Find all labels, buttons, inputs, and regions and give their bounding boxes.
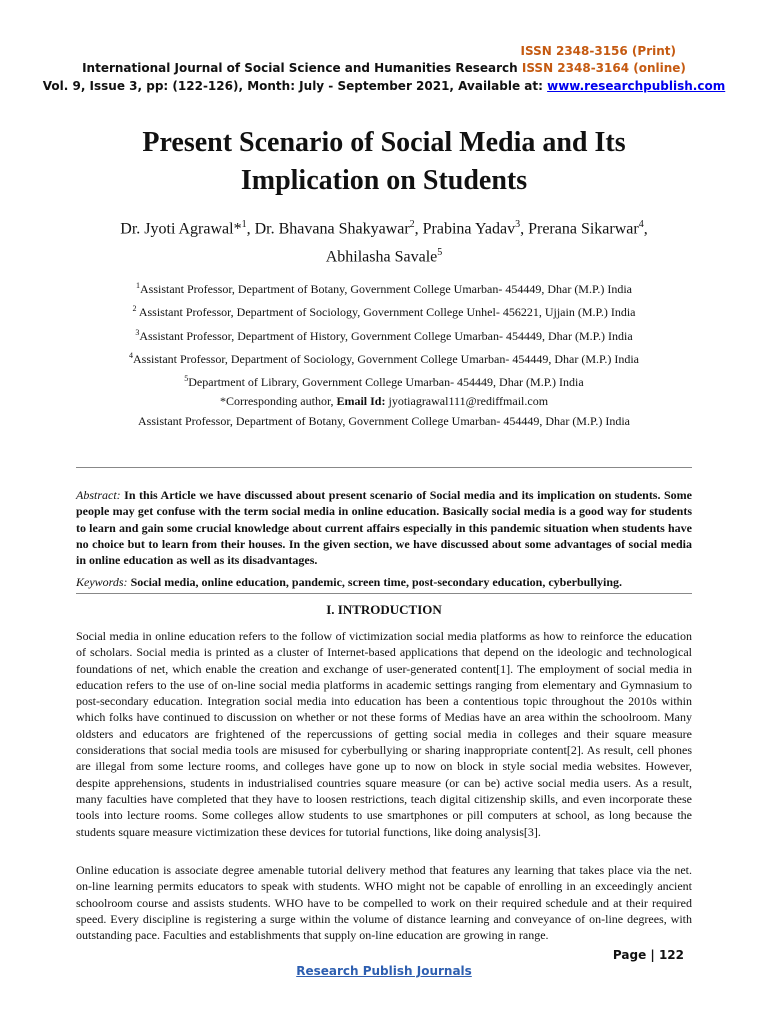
email-address: jyotiagrawal111@rediffmail.com: [385, 394, 549, 409]
body-paragraph: Online education is associate degree amenable tutorial delivery method that features any learning that takes place via the net. on-line learning permits educators to speak with students. WHO might not be capable of enrolling in an exceedingly ancient schoolroom course and assists students. WHO have to be compelled to work on their required schedule and at their required speed. Every discipline is registering a surge within the volume of distance learning and conveyance of on-line degrees, with outstanding pace. Faculties and establishments that supply on-line education are growing in range.: [76, 863, 692, 943]
author-name: Prabina Yadav: [422, 220, 516, 238]
affiliation-sup: 1: [136, 281, 140, 290]
affiliation-text: Assistant Professor, Department of Sociology, Government College Umarban- 454449, Dhar (M.P.) India: [133, 351, 639, 366]
author-sup: 1: [241, 219, 247, 230]
author-name: Dr. Bhavana Shakyawar: [254, 220, 410, 238]
affiliation-text: Department of Library, Government College Umarban- 454449, Dhar (M.P.) India: [188, 375, 584, 390]
affiliation-sup: 5: [184, 374, 189, 384]
affiliation-text: Assistant Professor, Department of Sociology, Government College Unhel- 456221, Ujjain (M.P.) India: [136, 305, 636, 320]
abstract: [76, 487, 692, 568]
volume-line: [0, 79, 768, 93]
website-link[interactable]: www.researchpublish.com: [547, 79, 726, 93]
affiliation-line: [40, 299, 728, 322]
author-name: Dr. Jyoti Agrawal*: [120, 220, 242, 238]
affiliation-sup: 2: [132, 304, 137, 314]
footer-link[interactable]: Research Publish Journals: [296, 964, 472, 978]
email-label: Email Id:: [336, 394, 386, 409]
affiliation-sup: 4: [129, 350, 133, 360]
corresponding-position: Assistant Professor, Department of Botany, Government College Umarban- 454449, Dhar (M.P.) India: [138, 413, 630, 428]
keywords-label: Keywords:: [76, 575, 128, 589]
issn-online: ISSN 2348-3164 (online): [521, 61, 686, 75]
volume-info: Vol. 9, Issue 3, pp: (122-126), Month: July - September 2021, Available at:: [42, 79, 548, 93]
journal-name: International Journal of Social Science and Humanities Research: [82, 61, 518, 75]
keywords-text: Social media, online education, pandemic, screen time, post-secondary education, cyberbullying.: [127, 575, 623, 589]
journal-header: [0, 61, 768, 75]
affiliation-line: [40, 323, 728, 346]
title-line-1: Present Scenario of Social Media and Its: [142, 127, 626, 158]
affiliation-sup: 3: [135, 327, 140, 337]
abstract-label: Abstract:: [76, 488, 121, 502]
author-list: Dr. Jyoti Agrawal*$^1$, Dr. Bhavana Shakyawar$^2$, Prabina Yadav$^3$, Prerana Sikarwar$^4$, Abhilasha Savale$^5$: [120, 219, 648, 266]
author-sup: 3: [515, 219, 521, 230]
title-line-2: Implication on Students: [240, 165, 528, 196]
author-name: Abhilasha Savale: [325, 248, 438, 266]
affiliation-text: Assistant Professor, Department of History, Government College Umarban- 454449, Dhar (M.P.) India: [139, 328, 633, 343]
affiliation-line: [40, 346, 728, 369]
footer: [0, 964, 768, 978]
author-sup: 5: [437, 247, 443, 259]
author-sup: 4: [638, 219, 644, 230]
corresponding-prefix: *Corresponding author,: [219, 394, 337, 409]
paper-title: [60, 124, 708, 200]
affiliations: [40, 276, 728, 431]
keywords: [76, 574, 692, 590]
author-name: Prerana Sikarwar: [528, 220, 639, 238]
abstract-text: In this Article we have discussed about present scenario of Social media and its implication on students. Some people may get confuse with the term social media in online education. Basically social media is a good way for students to learn and gain some crucial knowledge about current affairs especially in this pandemic situation when students have no choice but to learn from their houses. In the given section, we have discussed about some advantages of social media in online education as well as its disadvantages.: [76, 488, 692, 568]
affiliation-text: Assistant Professor, Department of Botany, Government College Umarban- 454449, Dhar (M.P.) India: [140, 282, 632, 296]
author-sup: 2: [409, 219, 415, 230]
corresponding-author: [40, 392, 728, 411]
affiliation-line: [40, 276, 728, 299]
page-number: Page | 122: [612, 948, 684, 962]
body-paragraph: Social media in online education refers to the follow of victimization social media platforms as how to reinforce the education of scholars. Social media is printed as a cluster of Internet-based applications that depend on the ideologic and technological foundations of net, which enable the creation and exchange of user-generated content[1]. The employment of social media in education refers to the use of on-line social media platforms in academic settings ranging from elementary and Gymnasium to post-secondary education. Integration social media into education has been a contentious topic throughout the 2010s within which folks have continued to discussion on whether or not these forms of Medias have an area within the schoolroom. Many oldsters and educators are frightened of the repercussions of getting social media in colleges and their square measure considerations that social media tools are misused for cyberbullying or sharing inappropriate content[2]. As result, cell phones are illegal from some lecture rooms, and colleges have gone up to now on block in style social media websites. However, despite apprehensions, students in industrialised countries square measure (or can be) active social media users. As a result, many faculties have completed that they have to loosen restrictions, teach digital citizenship skills, and even incorporate these tools into lecture rooms. Some colleges allow students to use smartphones or pill computers at school, as long because the students square measure victimization these devices for tutorial functions, like doing analysis[3].: [76, 629, 692, 839]
divider-bottom: [76, 593, 692, 594]
divider-top: [76, 467, 692, 468]
issn-print: ISSN 2348-3156 (Print): [520, 44, 676, 58]
affiliation-line: [40, 369, 728, 392]
section-heading: I. INTRODUCTION: [326, 602, 442, 617]
